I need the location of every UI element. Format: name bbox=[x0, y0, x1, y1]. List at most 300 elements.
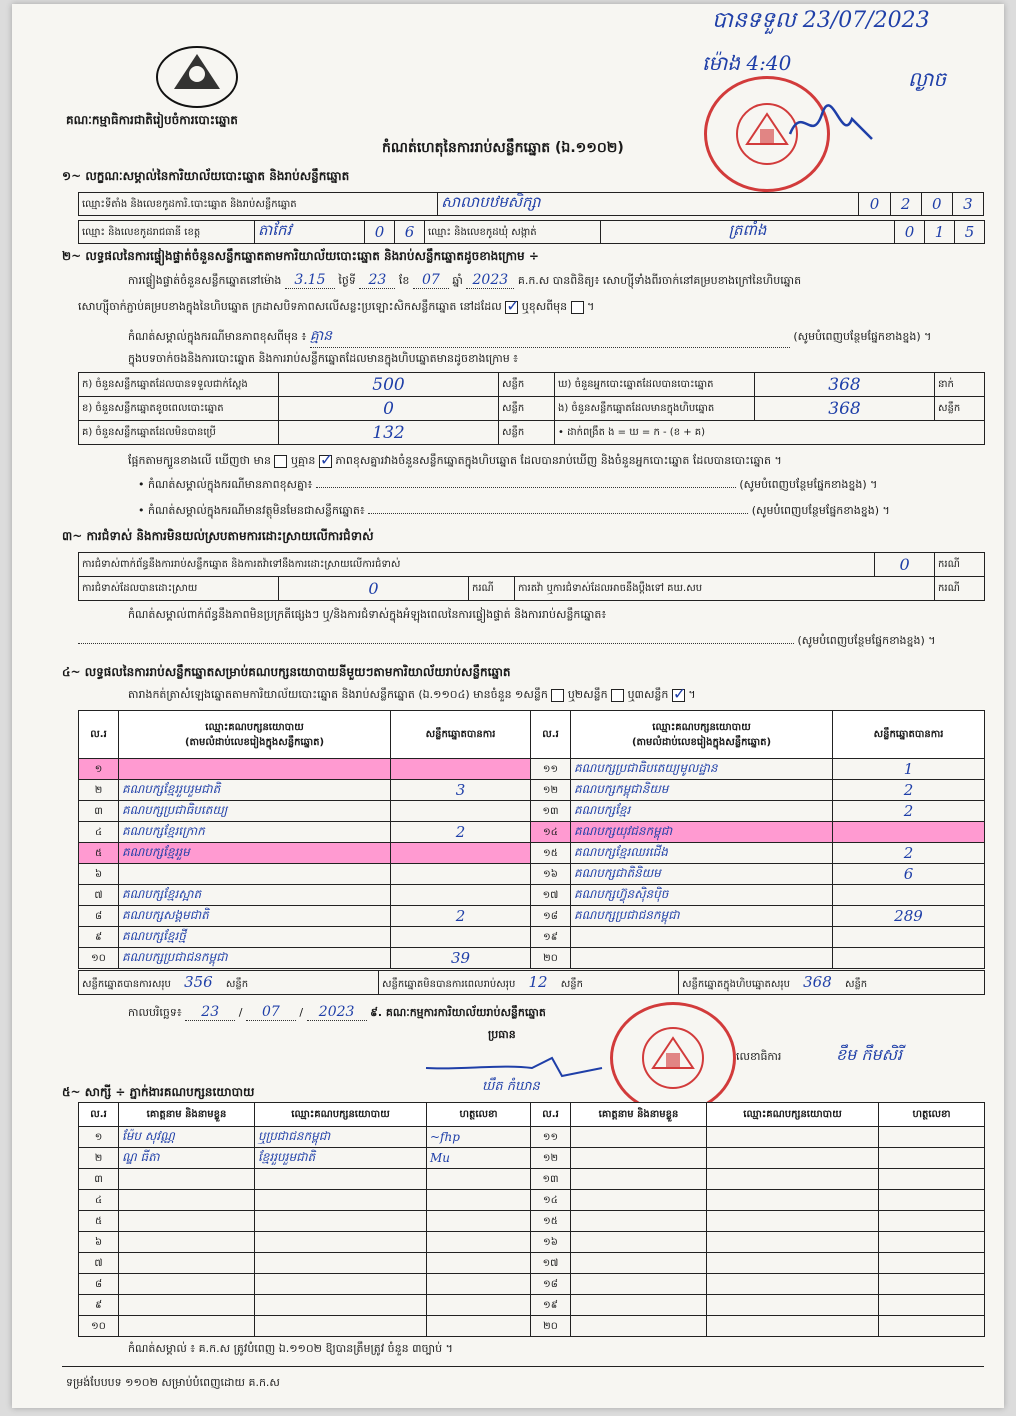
results-row bbox=[79, 885, 985, 906]
witness-party bbox=[255, 1316, 427, 1337]
invalid-value: 12 bbox=[528, 973, 548, 991]
unit: សន្លឹក bbox=[499, 421, 555, 445]
commune-code-digit: 5 bbox=[955, 221, 985, 244]
witness-party bbox=[255, 1274, 427, 1295]
party-votes: 2 bbox=[833, 843, 985, 864]
objection-value: 0 bbox=[875, 553, 935, 577]
witness-signature bbox=[427, 1295, 531, 1316]
witness-signature bbox=[427, 1211, 531, 1232]
row-number: ៣ bbox=[79, 801, 119, 822]
party-name: គណបក្សសង្គមជាតិ bbox=[119, 906, 391, 927]
row-number: ១០ bbox=[79, 948, 119, 969]
party-name: គណបក្សជាតិនិយម bbox=[571, 864, 833, 885]
party-votes bbox=[391, 801, 531, 822]
total-label: សន្លឹកឆ្នោតបានការសរុប bbox=[82, 979, 171, 990]
month-label: ខែ bbox=[398, 274, 410, 287]
location-code-digit: 3 bbox=[952, 193, 983, 216]
witness-row bbox=[79, 1148, 985, 1169]
row-number: ៩ bbox=[79, 927, 119, 948]
col-party: ឈ្មោះគណបក្សនយោបាយ bbox=[255, 1103, 427, 1127]
party-name: គណបក្សកម្ពុជានិយម bbox=[571, 780, 833, 801]
witness-party bbox=[255, 1232, 427, 1253]
row-number: ២ bbox=[79, 1148, 119, 1169]
bullet2-suffix: (សូមបំពេញបន្ថែមផ្នែកខាងខ្នង) ។ bbox=[751, 504, 890, 517]
witness-signature bbox=[879, 1127, 985, 1148]
row-number: ៥ bbox=[79, 1211, 119, 1232]
resolved-value: 0 bbox=[279, 577, 469, 601]
party-votes bbox=[391, 843, 531, 864]
note-label: កំណត់សម្គាល់ក្នុងករណីមានភាពខុសពីមុន ៖ bbox=[128, 330, 307, 343]
section2-title: ២~ លទ្ធផលនៃការផ្ទៀងផ្ទាត់ចំនួនសន្លឹកឆ្នោតតាមការិយាល័យបោះឆ្នោត និងរាប់សន្លឹកឆ្នោតដូចខាងក្រោម ÷ bbox=[62, 249, 539, 263]
witness-signature bbox=[879, 1232, 985, 1253]
witness-signature bbox=[427, 1253, 531, 1274]
party-votes bbox=[391, 759, 531, 780]
box-ballots-label: ង) ចំនួនសន្លឹកឆ្នោតដែលមានក្នុងហិបឆ្នោត bbox=[555, 397, 755, 421]
secretary-name: ខឹម កឹមសិរី bbox=[836, 1045, 903, 1064]
col-no: ល.រ bbox=[531, 711, 571, 759]
results-row bbox=[79, 780, 985, 801]
unit: ករណី bbox=[469, 577, 515, 601]
results-row bbox=[79, 822, 985, 843]
party-name: គណបក្សហ៊្វុនស៊ិនប៉ិច bbox=[571, 885, 833, 906]
province-code-digit: 6 bbox=[395, 221, 425, 244]
received-time-handwritten: ម៉ោង 4:40 bbox=[702, 51, 792, 75]
party-name bbox=[571, 948, 833, 969]
witness-name bbox=[119, 1316, 255, 1337]
bullet2-blank bbox=[368, 513, 748, 514]
row-number: ១ bbox=[79, 759, 119, 780]
party-votes bbox=[391, 864, 531, 885]
col-no: ល.រ bbox=[531, 1103, 571, 1127]
results-row bbox=[79, 864, 985, 885]
section3-note-blank bbox=[78, 643, 794, 644]
witness-signature: ~fhp bbox=[427, 1127, 531, 1148]
nec-logo-icon bbox=[154, 44, 240, 110]
two-sheet-checkbox[interactable] bbox=[611, 689, 624, 702]
row-number: ១៦ bbox=[531, 864, 571, 885]
check-year: 2023 bbox=[466, 272, 514, 289]
received-date-handwritten: បានទទួល 23/07/2023 bbox=[712, 8, 930, 33]
witness-name bbox=[571, 1127, 707, 1148]
witness-row bbox=[79, 1232, 985, 1253]
row-number: ៦ bbox=[79, 1232, 119, 1253]
form-title: កំណត់ហេតុនៃការរាប់សន្លឹកឆ្នោត (ឯ.១១០២) bbox=[382, 140, 624, 156]
date-label: កាលបរិច្ឆេទ៖ bbox=[128, 1006, 182, 1019]
year-label: ឆ្នាំ bbox=[452, 274, 463, 287]
witness-name bbox=[119, 1190, 255, 1211]
footer-note: កំណត់សម្គាល់ ៖ គ.ក.ស ត្រូវបំពេញ ឯ.១១០២ ឱ្យបានត្រឹមត្រូវ ចំនួន ៣ច្បាប់ ។ bbox=[128, 1342, 453, 1355]
row-number: ១២ bbox=[531, 780, 571, 801]
witness-party bbox=[707, 1274, 879, 1295]
party-votes: 2 bbox=[391, 906, 531, 927]
witness-party bbox=[707, 1190, 879, 1211]
row-number: ២ bbox=[79, 780, 119, 801]
party-name: គណបក្សខ្មែរស្អាត bbox=[119, 885, 391, 906]
box-label: សន្លឹកឆ្នោតក្នុងហិបឆ្នោតសរុប bbox=[682, 979, 790, 990]
date-month: 07 bbox=[246, 1004, 296, 1021]
section5-title: ៥~ សាក្សី ÷ ភ្នាក់ងារគណបក្សនយោបាយ bbox=[62, 1085, 255, 1099]
received-ballots-value: 500 bbox=[279, 373, 499, 397]
col-party: ឈ្មោះគណបក្សនយោបាយ (តាមលំដាប់លេខរៀងក្នុងសន្លឹកឆ្នោត) bbox=[119, 711, 391, 759]
unused-ballots-value: 132 bbox=[279, 421, 499, 445]
party-name: គណបក្សខ្មែរថ្មី bbox=[119, 927, 391, 948]
section4-intro-b: ឬ២សន្លឹក bbox=[567, 688, 608, 701]
party-votes: 2 bbox=[391, 822, 531, 843]
province-value: តាកែវ bbox=[255, 221, 365, 244]
section2-note-line bbox=[128, 326, 988, 348]
witness-party bbox=[707, 1295, 879, 1316]
witness-party bbox=[707, 1211, 879, 1232]
form-page bbox=[12, 4, 1004, 1408]
results-row bbox=[79, 927, 985, 948]
spoiled-ballots-label: ខ) ចំនួនសន្លឹកឆ្នោតខូចពេលបោះឆ្នោត bbox=[79, 397, 279, 421]
date-line: កាលបរិច្ឆេទ៖ 23 / 07 / 2023 ៩. គណៈកម្មការការិយាល័យរាប់សន្លឹកឆ្នោត bbox=[128, 1004, 546, 1020]
compare-b: ឬគ្មាន bbox=[290, 454, 316, 467]
compare-c: ភាពខុសគ្នារវាងចំនួនសន្លឹកឆ្នោតក្នុងហិបឆ្នោត ដែលបានរាប់ឃើញ និងចំនួនអ្នកបោះឆ្នោត ដែលបានបោះឆ្នោត ។ bbox=[335, 454, 782, 467]
secretary-label: លេខាធិការ bbox=[736, 1050, 782, 1063]
location-label: ឈ្មោះទីតាំង និងលេខកូដការិ.បោះឆ្នោត និងរាប់សន្លឹកឆ្នោត bbox=[79, 193, 438, 216]
commune-label: ឈ្មោះ និងលេខកូដឃុំ សង្កាត់ bbox=[425, 221, 601, 244]
check-day: 23 bbox=[359, 272, 395, 289]
spoiled-ballots-value: 0 bbox=[279, 397, 499, 421]
witness-name bbox=[571, 1295, 707, 1316]
party-name: គណបក្សយុវជនកម្ពុជា bbox=[571, 822, 833, 843]
witness-signature bbox=[879, 1274, 985, 1295]
col-name: គោត្តនាម និងនាមខ្លួន bbox=[571, 1103, 707, 1127]
section2-check-line bbox=[128, 272, 801, 290]
witness-row bbox=[79, 1190, 985, 1211]
col-votes: សន្លឹកឆ្នោតបានការ bbox=[833, 711, 985, 759]
witness-party: ខ្មែររួបរួមជាតិ bbox=[255, 1148, 427, 1169]
voters-value: 368 bbox=[755, 373, 935, 397]
col-name: គោត្តនាម និងនាមខ្លួន bbox=[119, 1103, 255, 1127]
one-sheet-checkbox[interactable] bbox=[551, 689, 564, 702]
witness-row bbox=[79, 1127, 985, 1148]
col-no: ល.រ bbox=[79, 1103, 119, 1127]
bullet2-line bbox=[138, 504, 988, 520]
witness-party bbox=[707, 1148, 879, 1169]
province-label: ឈ្មោះ និងលេខកូដរាជធានី ខេត្ត bbox=[79, 221, 255, 244]
no-difference-checkbox[interactable] bbox=[319, 455, 332, 468]
row-number: ១៥ bbox=[531, 843, 571, 864]
party-votes bbox=[833, 927, 985, 948]
witness-signature bbox=[427, 1316, 531, 1337]
party-name: គណបក្សប្រជាធិបតេយ្យមូលដ្ឋាន bbox=[571, 759, 833, 780]
official-signature-top bbox=[782, 94, 882, 154]
witness-signature bbox=[879, 1295, 985, 1316]
row-number: ១៧ bbox=[531, 1253, 571, 1274]
date-day: 23 bbox=[185, 1004, 235, 1021]
party-votes: 6 bbox=[833, 864, 985, 885]
check-line2-b: ឬខុសពីមុន bbox=[521, 300, 568, 313]
party-name bbox=[571, 927, 833, 948]
party-name bbox=[119, 864, 391, 885]
col-sign: ហត្ថលេខា bbox=[427, 1103, 531, 1127]
row-number: ១៧ bbox=[531, 885, 571, 906]
party-votes: 289 bbox=[833, 906, 985, 927]
party-votes bbox=[391, 885, 531, 906]
witness-party bbox=[255, 1169, 427, 1190]
witness-party bbox=[707, 1316, 879, 1337]
section4-intro: តារាងកត់ត្រាសំឡេងឆ្នោតតាមការិយាល័យបោះឆ្នោត និងរាប់សន្លឹកឆ្នោត (ឯ.១១០៤) មានចំនួន ១សន្លឹក bbox=[128, 688, 548, 701]
party-name: គណបក្សខ្មែរឈរជើង bbox=[571, 843, 833, 864]
objection-table bbox=[78, 552, 985, 601]
org-name: គណៈកម្មាធិការជាតិរៀបចំការបោះឆ្នោត bbox=[66, 113, 238, 127]
witness-party bbox=[255, 1190, 427, 1211]
results-row bbox=[79, 948, 985, 969]
witness-signature bbox=[427, 1232, 531, 1253]
row-number: ១៥ bbox=[531, 1211, 571, 1232]
witness-signature bbox=[879, 1169, 985, 1190]
row-number: ៩ bbox=[79, 1295, 119, 1316]
row-number: ៧ bbox=[79, 885, 119, 906]
party-votes bbox=[833, 822, 985, 843]
unit: ករណី bbox=[935, 553, 985, 577]
col-sign: ហត្ថលេខា bbox=[879, 1103, 985, 1127]
party-votes: 2 bbox=[833, 801, 985, 822]
party-name: គណបក្សខ្មែរ bbox=[571, 801, 833, 822]
row-number: ១៣ bbox=[531, 801, 571, 822]
section1-table bbox=[78, 192, 984, 216]
day-label: ថ្ងៃទី bbox=[338, 274, 356, 287]
row-number: ១៩ bbox=[531, 927, 571, 948]
check-time: 3.15 bbox=[285, 272, 335, 289]
witness-party bbox=[707, 1127, 879, 1148]
unit: សន្លឹក bbox=[499, 373, 555, 397]
party-name: គណបក្សខ្មែររួម bbox=[119, 843, 391, 864]
total-invalid bbox=[379, 971, 679, 995]
row-number: ៨ bbox=[79, 1274, 119, 1295]
witness-signature bbox=[879, 1148, 985, 1169]
section4-intro-line: តារាងកត់ត្រាសំឡេងឆ្នោតតាមការិយាល័យបោះឆ្នោត និងរាប់សន្លឹកឆ្នោត (ឯ.១១០៤) មានចំនួន ១សន្លឹក ឬ២សន្លឹក ឬ៣សន្លឹក ✓ ។ bbox=[128, 688, 696, 704]
note-suffix: (សូមបំពេញបន្ថែមផ្នែកខាងខ្នង) ។ bbox=[793, 330, 932, 343]
witness-name bbox=[119, 1211, 255, 1232]
witness-name bbox=[571, 1148, 707, 1169]
received-note-handwritten: ល្ងាច bbox=[908, 67, 947, 91]
row-number: ៣ bbox=[79, 1169, 119, 1190]
row-number: ៤ bbox=[79, 822, 119, 843]
province-code-digit: 0 bbox=[365, 221, 395, 244]
results-row bbox=[79, 843, 985, 864]
row-number: ១៨ bbox=[531, 1274, 571, 1295]
witness-table bbox=[78, 1102, 985, 1337]
witness-name bbox=[571, 1190, 707, 1211]
col-party: ឈ្មោះគណបក្សនយោបាយ (តាមលំដាប់លេខរៀងក្នុងសន្លឹកឆ្នោត) bbox=[571, 711, 833, 759]
section3-note: កំណត់សម្គាល់ពាក់ព័ន្ធនឹងភាពមិនប្រក្រតីផ្សេងៗ ឬ/និងការជំទាស់ក្នុងអំឡុងពេលនៃការផ្ទៀងផ្ទាត់ និងការរាប់សន្លឹកឆ្នោត៖ bbox=[128, 608, 607, 621]
witness-signature: Mu bbox=[427, 1148, 531, 1169]
witness-row bbox=[79, 1211, 985, 1232]
results-row bbox=[79, 801, 985, 822]
witness-name: ម៉ែប សុវណ្ណ bbox=[119, 1127, 255, 1148]
witness-name bbox=[571, 1169, 707, 1190]
has-difference-checkbox[interactable] bbox=[274, 455, 287, 468]
witness-row bbox=[79, 1316, 985, 1337]
commune-code-digit: 1 bbox=[925, 221, 955, 244]
results-row bbox=[79, 906, 985, 927]
compare-text: ផ្អែកតាមក្បួនខាងលើ ឃើញថា មាន bbox=[128, 454, 271, 467]
section4-intro-c: ឬ៣សន្លឹក bbox=[627, 688, 669, 701]
footer-bottom: ទម្រង់បែបបទ ១១០២ សម្រាប់បំពេញដោយ គ.ក.ស bbox=[66, 1376, 280, 1389]
unused-ballots-label: គ) ចំនួនសន្លឹកឆ្នោតដែលមិនបានប្រើ bbox=[79, 421, 279, 445]
compare-line bbox=[128, 454, 782, 470]
witness-row bbox=[79, 1295, 985, 1316]
col-party: ឈ្មោះគណបក្សនយោបាយ bbox=[707, 1103, 879, 1127]
row-number: ១ bbox=[79, 1127, 119, 1148]
footer-divider bbox=[62, 1366, 984, 1367]
location-code-digit: 0 bbox=[859, 193, 890, 216]
party-votes bbox=[833, 885, 985, 906]
check-month: 07 bbox=[413, 272, 449, 289]
witness-party bbox=[707, 1253, 879, 1274]
row-number: ៥ bbox=[79, 843, 119, 864]
section4-title: ៤~ លទ្ធផលនៃការរាប់សន្លឹកឆ្នោតសម្រាប់គណបក្សនយោបាយនីមួយៗតាមការិយាល័យរាប់សន្លឹកឆ្នោត bbox=[62, 665, 511, 679]
witness-row bbox=[79, 1274, 985, 1295]
party-name: គណបក្សប្រជាជនកម្ពុជា bbox=[119, 948, 391, 969]
section2-check-line2: សោហ្ស៊ីចាក់ភ្ជាប់គម្របខាងក្នុងនៃហិបឆ្នោត ក្រដាសបិទភាពសលើសន្លះប្រឡោះសិកសន្លឹកឆ្នោត នៅដដែល ✓ ឬខុសពីមុន ។ bbox=[78, 300, 594, 316]
invalid-label: សន្លឹកឆ្នោតមិនបានការពេលរាប់សរុប bbox=[382, 979, 516, 990]
party-name: គណបក្សខ្មែររួបរួមជាតិ bbox=[119, 780, 391, 801]
witness-signature bbox=[879, 1211, 985, 1232]
witness-name bbox=[119, 1169, 255, 1190]
party-votes: 1 bbox=[833, 759, 985, 780]
party-votes: 39 bbox=[391, 948, 531, 969]
row-number: ១២ bbox=[531, 1148, 571, 1169]
results-table bbox=[78, 710, 985, 969]
received-ballots-label: ក) ចំនួនសន្លឹកឆ្នោតដែលបានទទួលជាក់ស្តែង bbox=[79, 373, 279, 397]
bullet2: • កំណត់សម្គាល់ក្នុងករណីមានវត្ថុមិនមែនជាសន្លឹកឆ្នោត៖ bbox=[138, 504, 365, 517]
unchanged-checkbox[interactable] bbox=[505, 301, 518, 314]
section3-note-suffix: (សូមបំពេញបន្ថែមផ្នែកខាងខ្នង) ។ bbox=[797, 634, 936, 647]
sign-org: ៩. គណៈកម្មការការិយាល័យរាប់សន្លឹកឆ្នោត bbox=[370, 1006, 546, 1019]
bullet1-line bbox=[138, 478, 988, 494]
president-name: ឃឹត កំឃាន bbox=[482, 1079, 540, 1094]
totals-table bbox=[78, 970, 985, 995]
witness-name bbox=[119, 1253, 255, 1274]
col-votes: សន្លឹកឆ្នោតបានការ bbox=[391, 711, 531, 759]
witness-name bbox=[119, 1274, 255, 1295]
commune-code-digit: 0 bbox=[895, 221, 925, 244]
witness-party bbox=[707, 1169, 879, 1190]
check-text: ការផ្ទៀងផ្ទាត់ចំនួនសន្លឹកឆ្នោតនៅម៉ោង bbox=[128, 274, 282, 287]
party-votes bbox=[391, 927, 531, 948]
witness-name: ណ្ឌ ធីតា bbox=[119, 1148, 255, 1169]
results-row bbox=[79, 759, 985, 780]
witness-signature bbox=[427, 1190, 531, 1211]
invalid-unit: សន្លឹក bbox=[560, 979, 583, 990]
witness-signature bbox=[427, 1274, 531, 1295]
changed-checkbox[interactable] bbox=[571, 301, 584, 314]
box-unit: សន្លឹក bbox=[844, 979, 868, 990]
ballot-count-table bbox=[78, 372, 985, 445]
check-line2: សោហ្ស៊ីចាក់ភ្ជាប់គម្របខាងក្នុងនៃហិបឆ្នោត ក្រដាសបិទភាពសលើសន្លះប្រឡោះសិកសន្លឹកឆ្នោត នៅដដែល bbox=[78, 300, 502, 313]
witness-signature bbox=[879, 1316, 985, 1337]
resolved-label: ការជំទាស់ដែលបានដោះស្រាយ bbox=[79, 577, 279, 601]
location-value: សាលាបឋមសិក្សា bbox=[438, 193, 859, 216]
witness-party bbox=[255, 1253, 427, 1274]
voters-label: ឃ) ចំនួនអ្នកបោះឆ្នោតដែលបានបោះឆ្នោត bbox=[555, 373, 755, 397]
total-box bbox=[679, 971, 985, 995]
witness-party bbox=[255, 1211, 427, 1232]
witness-signature bbox=[879, 1253, 985, 1274]
col-no: ល.រ bbox=[79, 711, 119, 759]
party-votes bbox=[833, 948, 985, 969]
witness-row bbox=[79, 1169, 985, 1190]
party-name: គណបក្សប្រជាជនកម្ពុជា bbox=[571, 906, 833, 927]
witness-name bbox=[119, 1232, 255, 1253]
party-name: គណបក្សប្រជាធិបតេយ្យ bbox=[119, 801, 391, 822]
appeal-label: ការតវ៉ា ឬការជំទាស់ដែលអាចនឹងប្តឹងទៅ គឃ.សប bbox=[515, 577, 935, 601]
row-number: ៤ bbox=[79, 1190, 119, 1211]
unit: នាក់ bbox=[935, 373, 985, 397]
party-name bbox=[119, 759, 391, 780]
commune-value: ត្រពាំង bbox=[601, 221, 895, 244]
stamp-emblem-icon bbox=[638, 1023, 708, 1093]
date-year: 2023 bbox=[307, 1004, 367, 1021]
row-number: ១៦ bbox=[531, 1232, 571, 1253]
row-number: ៦ bbox=[79, 864, 119, 885]
witness-row bbox=[79, 1253, 985, 1274]
witness-name bbox=[119, 1295, 255, 1316]
witness-name bbox=[571, 1211, 707, 1232]
witness-signature bbox=[879, 1190, 985, 1211]
row-number: ១១ bbox=[531, 1127, 571, 1148]
row-number: ១៣ bbox=[531, 1169, 571, 1190]
box-ballots-value: 368 bbox=[755, 397, 935, 421]
check-text-b: គ.ក.ស បានពិនិត្យ៖ សោហ្ស៊ីទាំងពីរចាក់នៅគម្របខាងក្រៅនៃហិបឆ្នោត bbox=[517, 274, 802, 287]
section1-table-row2 bbox=[78, 220, 985, 244]
note-value: គ្មាន bbox=[310, 326, 790, 348]
row-number: ១៤ bbox=[531, 822, 571, 843]
row-number: ៧ bbox=[79, 1253, 119, 1274]
witness-name bbox=[571, 1274, 707, 1295]
unit: ករណី bbox=[935, 577, 985, 601]
witness-party bbox=[707, 1232, 879, 1253]
party-votes: 2 bbox=[833, 780, 985, 801]
witness-name bbox=[571, 1253, 707, 1274]
official-stamp-middle bbox=[610, 1002, 736, 1114]
witness-name bbox=[571, 1232, 707, 1253]
party-votes: 3 bbox=[391, 780, 531, 801]
row-number: ១៤ bbox=[531, 1190, 571, 1211]
location-code-digit: 0 bbox=[921, 193, 952, 216]
bullet1: • កំណត់សម្គាល់ក្នុងករណីមានភាពខុសគ្នា៖ bbox=[138, 478, 313, 491]
total-value: 356 bbox=[184, 973, 213, 991]
section3-title: ៣~ ការជំទាស់ និងការមិនយល់ស្របតាមការដោះស្រាយលើការជំទាស់ bbox=[62, 529, 374, 543]
total-unit: សន្លឹក bbox=[225, 979, 249, 990]
row-number: ១៨ bbox=[531, 906, 571, 927]
row-number: ២០ bbox=[531, 948, 571, 969]
row-number: ១១ bbox=[531, 759, 571, 780]
party-name: គណបក្សខ្មែរក្រោក bbox=[119, 822, 391, 843]
witness-signature bbox=[427, 1169, 531, 1190]
witness-party: ឬប្រជាជនកម្ពុជា bbox=[255, 1127, 427, 1148]
witness-name bbox=[571, 1316, 707, 1337]
unit: សន្លឹក bbox=[935, 397, 985, 421]
row-number: ៨ bbox=[79, 906, 119, 927]
bullet1-suffix: (សូមបំពេញបន្ថែមផ្នែកខាងខ្នង) ។ bbox=[739, 478, 878, 491]
bullet1-blank bbox=[316, 487, 736, 488]
unit: សន្លឹក bbox=[499, 397, 555, 421]
section2-intro: ក្នុងបទចាក់ចងនិងការបោះឆ្នោត និងការរាប់សន្លឹកឆ្នោតដែលមានក្នុងហិបឆ្នោតមានដូចខាងក្រោម ៖ bbox=[128, 352, 519, 365]
witness-party bbox=[255, 1295, 427, 1316]
location-code-digit: 2 bbox=[890, 193, 921, 216]
three-sheet-checkbox[interactable] bbox=[672, 689, 685, 702]
box-value: 368 bbox=[803, 973, 832, 991]
row-number: ១០ bbox=[79, 1316, 119, 1337]
objection-label: ការជំទាស់ពាក់ព័ន្ធនឹងការរាប់សន្លឹកឆ្នោត និងការតវ៉ាទៅនឹងការដោះស្រាយលើការជំទាស់ bbox=[79, 553, 875, 577]
section3-note-line bbox=[78, 634, 988, 650]
formula: • ដាក់ពង្រឹត ង = ឃ = ក - (ខ + គ) bbox=[555, 421, 985, 445]
